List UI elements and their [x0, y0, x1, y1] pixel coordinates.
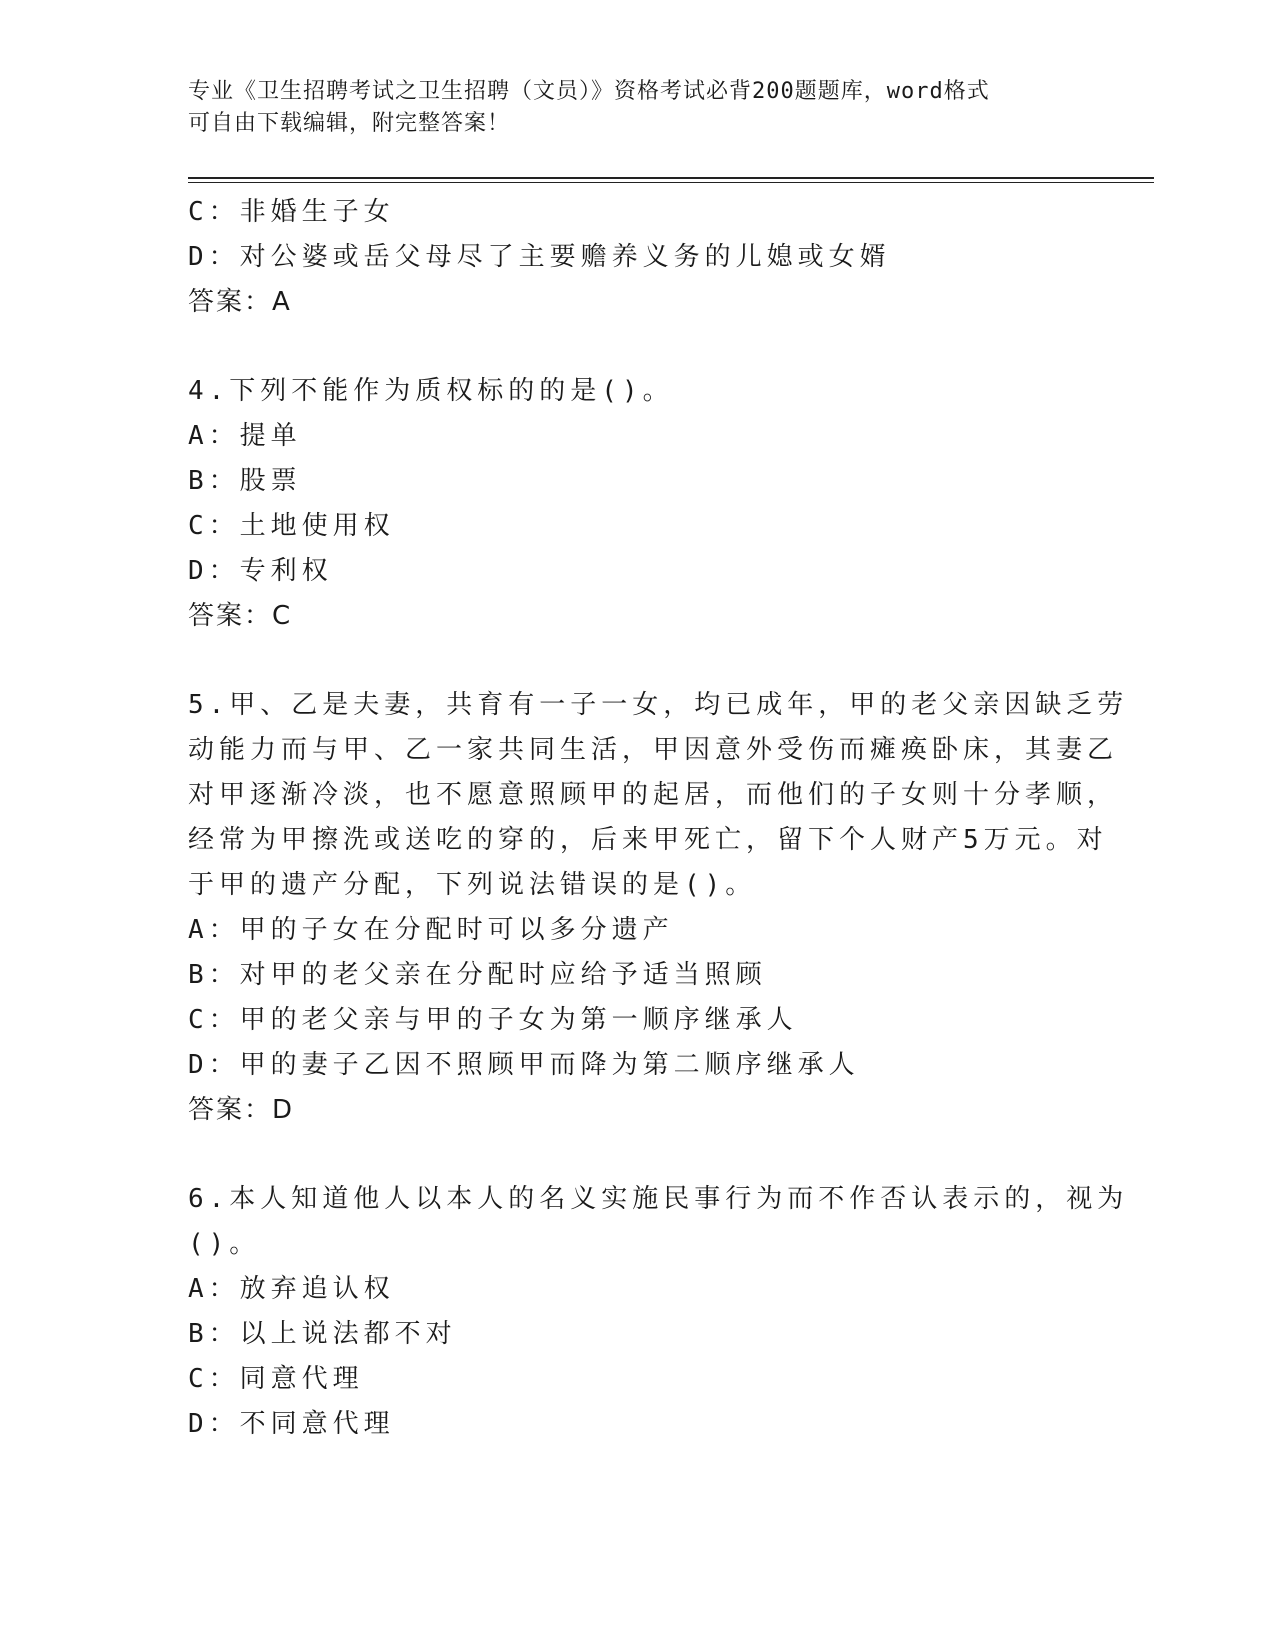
option-d: D：甲的妻子乙因不照顾甲而降为第二顺序继承人: [188, 1050, 860, 1080]
header-rule-thin: [188, 182, 1154, 183]
question-stem-line: 对甲逐渐冷淡，也不愿意照顾甲的起居，而他们的子女则十分孝顺，: [188, 780, 1119, 810]
question-5: [188, 683, 1129, 1133]
question-stem-line: 5.甲、乙是夫妻，共育有一子一女，均已成年，甲的老父亲因缺乏劳: [188, 690, 1129, 720]
header-rule-thick: [188, 177, 1154, 179]
option-a: A：提单: [188, 421, 302, 451]
question-stem-line: 经常为甲擦洗或送吃的穿的，后来甲死亡，留下个人财产5万元。对: [188, 825, 1108, 855]
option-d: D：对公婆或岳父母尽了主要赡养义务的儿媳或女婿: [188, 242, 891, 272]
spacer: [188, 325, 1088, 369]
question-stem-line: ()。: [188, 1229, 261, 1259]
spacer: [188, 639, 1088, 683]
question-stem-line: 6.本人知道他人以本人的名义实施民事行为而不作否认表示的，视为: [188, 1184, 1129, 1214]
option-b: B：对甲的老父亲在分配时应给予适当照顾: [188, 960, 767, 990]
spacer: [188, 1133, 1088, 1177]
option-a: A：甲的子女在分配时可以多分遗产: [188, 915, 674, 945]
option-c: C：非婚生子女: [188, 197, 395, 227]
option-a: A：放弃追认权: [188, 1274, 395, 1304]
option-b: B：股票: [188, 466, 302, 496]
question-stem: 4.下列不能作为质权标的的是()。: [188, 376, 674, 406]
header-title-line-1: 专业《卫生招聘考试之卫生招聘（文员）》资格考试必背200题题库，word格式: [188, 79, 990, 104]
answer: 答案：D: [188, 1095, 295, 1125]
question-3-continued: [188, 190, 1088, 325]
document-header: [188, 76, 1068, 140]
question-6: [188, 1177, 1129, 1447]
option-c: C：甲的老父亲与甲的子女为第一顺序继承人: [188, 1005, 798, 1035]
question-list: [188, 190, 1129, 1447]
answer: 答案：A: [188, 287, 292, 317]
answer: 答案：C: [188, 601, 293, 631]
question-stem-line: 于甲的遗产分配，下列说法错误的是()。: [188, 870, 757, 900]
header-title-line-2: 可自由下载编辑，附完整答案！: [188, 111, 511, 136]
question-4: [188, 369, 1088, 639]
question-stem-line: 动能力而与甲、乙一家共同生活，甲因意外受伤而瘫痪卧床，其妻乙: [188, 735, 1119, 765]
option-d: D：专利权: [188, 556, 333, 586]
option-c: C：同意代理: [188, 1364, 364, 1394]
option-b: B：以上说法都不对: [188, 1319, 457, 1349]
option-d: D：不同意代理: [188, 1409, 395, 1439]
option-c: C：土地使用权: [188, 511, 395, 541]
